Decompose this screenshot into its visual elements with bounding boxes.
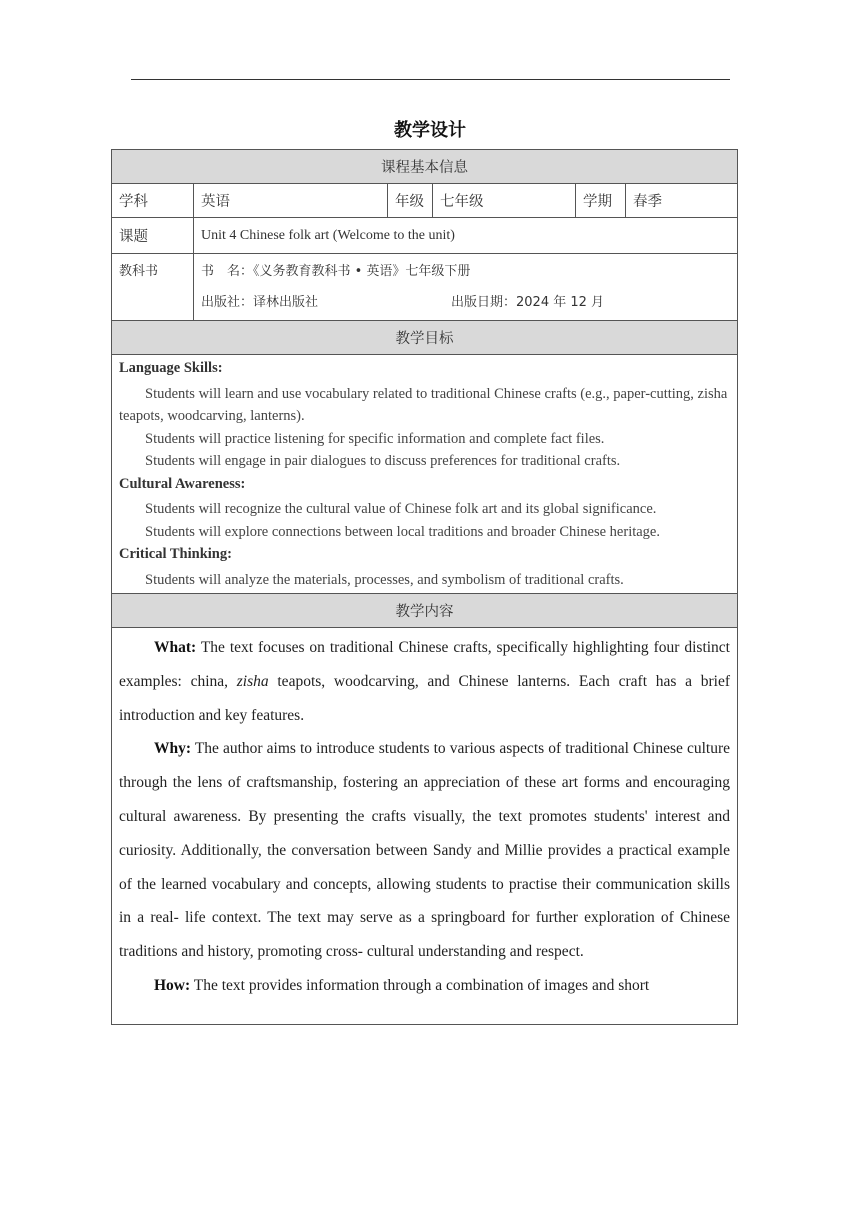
document-title: 教学设计 [394, 120, 466, 141]
objective-item: Students will engage in pair dialogues to discuss preferences for traditional crafts. [145, 453, 621, 469]
critical-thinking-heading: Critical Thinking: [119, 546, 232, 562]
what-paragraph [119, 631, 730, 732]
pub-date-line: 出版日期：2024 年 12 月 [451, 295, 605, 310]
publisher-line: 出版社：译林出版社 [201, 295, 319, 310]
how-paragraph [119, 969, 730, 1003]
objective-item: Students will analyze the materials, processes, and symbolism of traditional crafts. [145, 571, 624, 588]
section-basic-info: 课程基本信息 [112, 150, 738, 184]
objective-item: Students will explore connections between local traditions and broader Chinese heritage. [145, 523, 660, 540]
how-text: The text provides information through a combination of images and short [190, 976, 650, 994]
textbook-label [112, 254, 194, 321]
textbook-info [194, 254, 738, 321]
what-italic: zisha [236, 672, 269, 690]
grade-value: 七年级 [433, 184, 576, 218]
subject-label: 学科 [112, 184, 194, 218]
language-skills-heading: Language Skills: [119, 360, 223, 376]
term-value: 春季 [626, 184, 738, 218]
textbook-label-text: 教科书 [119, 264, 159, 279]
book-name-line: 书 名：《义务教育教科书 • 英语》七年级下册 [201, 264, 471, 279]
why-paragraph [119, 732, 730, 969]
section-objectives: 教学目标 [112, 321, 738, 355]
how-label: How: [154, 976, 191, 994]
why-text: The author aims to introduce students to various aspects of traditional Chinese culture through the lens of craftsmanship, fostering an appreciation of these art forms and encouraging cultural awareness. By presenting the crafts visually, the text promotes students' interest and curiosity. Additionally, the conversation between Sandy and Millie provides a practical example of the learned vocabulary and concepts, allowing students to practise their communication skills in a real‑ life context. The text may serve as a springboard for further exploration of Chinese traditions and history, promoting cross‑ cultural understanding and respect. [119, 740, 730, 961]
objectives-cell [112, 355, 738, 594]
cultural-awareness-heading: Cultural Awareness: [119, 475, 246, 492]
term-label: 学期 [576, 184, 626, 218]
lesson-plan-table [111, 149, 738, 1025]
header-rule [131, 79, 730, 80]
what-text-2: teapots, woodcarving, and Chinese lanterns. Each craft has a brief introduction and key features. [119, 672, 731, 724]
publisher-row [201, 287, 730, 318]
what-text-1: The text focuses on traditional Chinese crafts, specifically highlighting four distinct examples: china, [119, 639, 730, 690]
topic-value: Unit 4 Chinese folk art (Welcome to the unit) [194, 218, 738, 254]
objective-item: Students will learn and use vocabulary related to traditional Chinese crafts (e.g., paper-cutting, zisha teapots, woodcarving, lanterns). [119, 385, 728, 424]
content-cell [112, 628, 738, 1025]
section-content: 教学内容 [112, 594, 738, 628]
topic-label: 课题 [112, 218, 194, 254]
grade-label: 年级 [388, 184, 433, 218]
subject-value: 英语 [194, 184, 388, 218]
objective-item: Students will practice listening for specific information and complete fact files. [145, 430, 605, 447]
objective-item: Students will recognize the cultural value of Chinese folk art and its global significance. [145, 501, 657, 517]
what-label: What: [154, 639, 197, 656]
why-label: Why: [154, 740, 192, 758]
